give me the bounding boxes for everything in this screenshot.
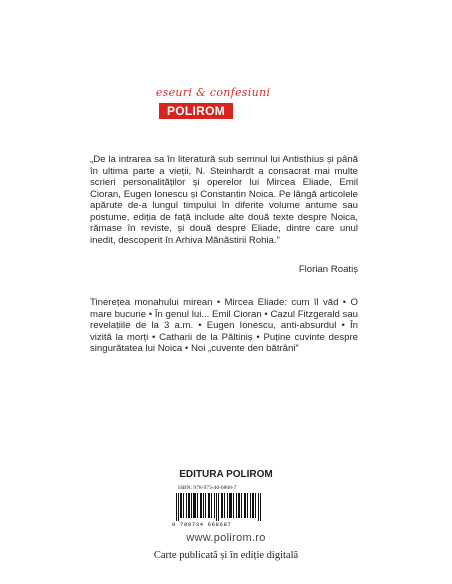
website-url: www.polirom.ro [186,532,266,544]
table-of-contents: Tinerețea monahului mirean • Mircea Eliade: cum îl văd • O mare bucurie • În genul lui... Emil Cioran • Cazul Fitzgerald sau revelațiile de la 3 a.m. • Eugen Ionescu, anti-absurdul • În vizită la morți • Catharii de la Păltiniș • Puține cuvinte despre singurătatea lui Noica • Noi „cuvente den bătrâni” [90,297,358,354]
polirom-logo: POLIROM [159,103,233,119]
series-title: eseuri & confesiuni [155,86,271,99]
digital-edition-note: Carte publicată și în ediție digitală [153,550,299,561]
isbn-number: ISBN: 978-973-46-6868-7 [178,485,237,491]
isbn-barcode [170,485,266,529]
barcode-number: 9 789734 668687 [172,521,232,528]
barcode-icon [176,493,262,521]
blurb-quote: „De la intrarea sa în literatură sub semnul lui Antisthius și până în ultima parte a vieții, N. Steinhardt a consacrat mai multe scrieri personalităților și operelor lui Mircea Eliade, Emil Cioran, Eugen Ionescu și Constantin Noica. Pe lângă articolele apărute de-a lungul timpului în diferite volume antume sau postume, ediția de față include alte două texte despre Noica, rămase în reviste, și două despre Eliade, dintre care unul inedit, descoperit în Arhiva Mănăstirii Rohia.” [90,154,358,246]
publisher-name: EDITURA POLIROM [179,469,273,480]
quote-author: Florian Roatiș [298,264,358,275]
